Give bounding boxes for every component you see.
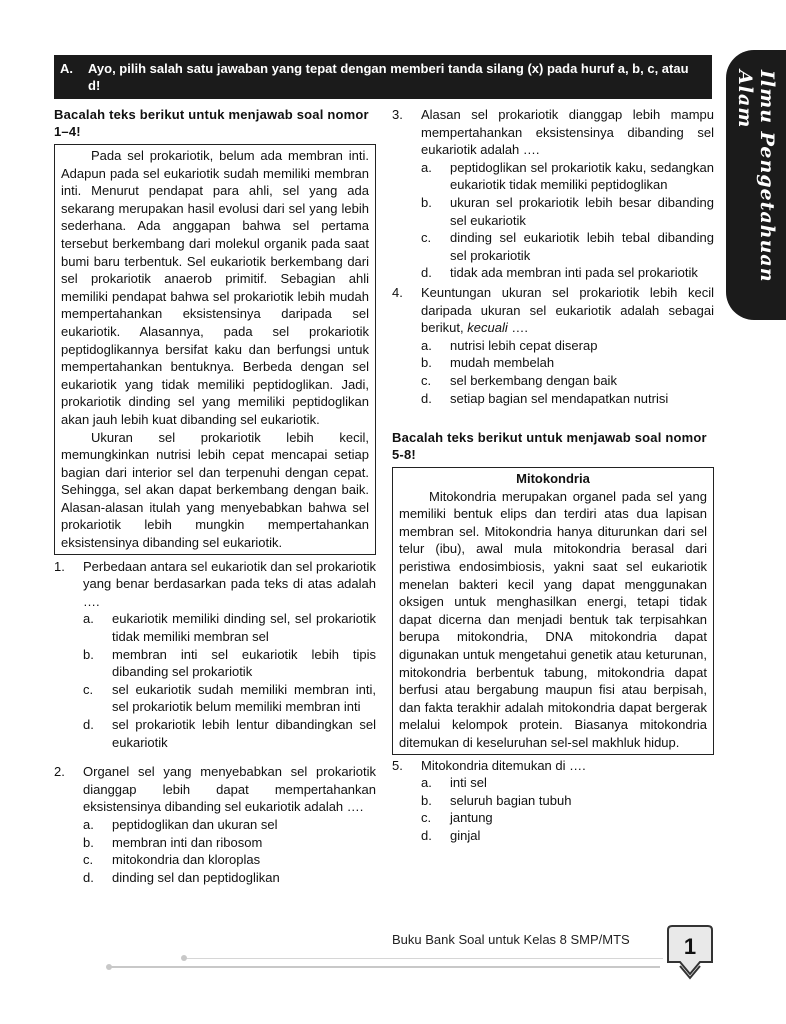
option-letter: b. (421, 792, 432, 808)
subject-side-tab (726, 50, 786, 320)
question-number: 3. (392, 107, 403, 122)
option-text: nutrisi lebih cepat diserap (450, 337, 598, 353)
question-text: Alasan sel prokariotik dianggap lebih mampu mempertahankan eksistensinya dibanding sel eukariotik adalah …. (421, 107, 714, 158)
passage-heading-2: Bacalah teks berikut untuk menjawab soal nomor 5-8! (392, 430, 707, 463)
option-letter: c. (421, 810, 432, 826)
option-text: membran inti dan ribosom (112, 834, 263, 850)
option-text: peptidoglikan sel prokariotik kaku, sedangkan eukariotik tidak memiliki peptidoglikan (450, 159, 714, 193)
option-b[interactable] (421, 354, 714, 372)
option-a[interactable] (421, 159, 714, 194)
question-text: Organel sel yang menyebabkan sel prokariotik dianggap lebih dapat mempertahankan eksistensinya dibanding sel eukariotik adalah …. (83, 764, 376, 815)
question-number: 5. (392, 757, 403, 773)
option-letter: b. (421, 355, 432, 371)
option-b[interactable] (421, 792, 714, 810)
question-3 (392, 106, 714, 282)
option-d[interactable] (421, 827, 714, 845)
option-text: sel prokariotik lebih lentur dibandingkan sel eukariotik (112, 717, 376, 750)
option-letter: d. (421, 827, 432, 843)
option-text: sel eukariotik sudah memiliki membran inti, sel prokariotik belum memiliki membran inti (112, 681, 376, 715)
option-c[interactable] (421, 372, 714, 390)
passage-paragraph: Ukuran sel prokariotik lebih kecil, memungkinkan nutrisi lebih cepat mencapai setiap bagian dari interior sel dan terpenuhi dengan cepat. Sehingga, sel akan dapat berkembang dengan baik. Alasan-alasan itulah yang menyebabkan bahwa sel prokariotik lebih mungkin mempertahankan eksistensinya dibanding sel eukariotik. (61, 429, 369, 551)
option-a[interactable] (421, 337, 714, 355)
option-text: setiap bagian sel mendapatkan nutrisi (450, 390, 669, 406)
option-text: dinding sel dan peptidoglikan (112, 869, 280, 885)
instruction-banner (54, 55, 712, 99)
passage-paragraph: Mitokondria merupakan organel pada sel yang memiliki bentuk elips dan terdiri atas dua lapisan membran sel. Mitokondria hanya diturunkan dari sel telur (ibu), awal mula mitokondria berasal dari peristiwa endosimbiosis, yakni saat sel eukariotik menelan bakteri kecil yang dapat menggunakan oksigen untuk menghasilkan energi, tetapi tidak dapat dicerna dan menjadi bentuk tak terpisahkan berupa mitokondria, DNA mitokondria dapat digunakan untuk mengetahui genetik atau keturunan, mitokondria berbentuk tabung, mitokondria dapat berfusi atau bergabung maupun fisi atau berpisah, dan fakta terakhir adalah mitokondria dapat bergerak melalui kelompok protein. Biasanya mitokondria ditemukan di keseluruhan sel-sel makhluk hidup. (399, 488, 707, 750)
option-text: tidak ada membran inti pada sel prokariotik (450, 265, 698, 281)
book-title: Buku Bank Soal untuk Kelas 8 SMP/MTS (392, 932, 630, 947)
reading-passage-2 (392, 467, 714, 755)
option-c[interactable] (83, 851, 376, 869)
right-column (392, 106, 714, 845)
passage-paragraph: Pada sel prokariotik, belum ada membran inti. Adapun pada sel eukariotik sudah memiliki membran inti. Menurut pendapat para ahli, sel yang ada sekarang merupakan hasil evolusi dari sel yang lebih sederhana. Ada anggapan bahwa sel pertama tersebut berkembang dari molekul organik pada saat bumi baru terbentuk. Sel eukariotik berkembang dari sel prokariotik anaerob primitif. Sebagian ahli memiliki pendapat bahwa sel prokariotik lebih mudah mempertahankan eksistensinya daripada sel eukariotik. Alasannya, pada sel prokariotik peptidoglikannya bersifat kaku dan berfungsi untuk mempertahankan bentuknya. Berbeda dengan sel eukariotik yang tidak memiliki peptidoglikan. Jadi, prokariotik dinding sel yang memiliki peptidoglikan akan jauh lebih kuat dibanding sel eukariotik. (61, 148, 369, 427)
option-a[interactable] (421, 774, 714, 792)
option-letter: a. (421, 337, 432, 353)
option-text: sel berkembang dengan baik (450, 372, 617, 388)
question-5 (392, 757, 714, 845)
instruction-text: Ayo, pilih salah satu jawaban yang tepat dengan memberi tanda silang (x) pada huruf a, b, c, atau d! (88, 61, 689, 93)
footer-dot (181, 955, 187, 961)
option-letter: c. (421, 372, 432, 388)
question-2 (54, 763, 376, 886)
option-letter: b. (83, 646, 94, 662)
question-number: 4. (392, 284, 403, 300)
option-text: jantung (450, 810, 493, 826)
option-letter: a. (421, 159, 432, 175)
option-text: mitokondria dan kloroplas (112, 852, 261, 868)
question-text (421, 284, 714, 337)
question-text-emphasis: kecuali (467, 320, 508, 336)
option-a[interactable] (83, 816, 376, 834)
option-b[interactable] (421, 194, 714, 229)
option-letter: d. (421, 265, 432, 281)
passage-title: Mitokondria (516, 471, 590, 487)
option-c[interactable] (421, 229, 714, 264)
option-text: mudah membelah (450, 355, 555, 371)
section-letter: A. (60, 61, 73, 76)
option-text: peptidoglikan dan ukuran sel (112, 816, 278, 832)
option-d[interactable] (421, 264, 714, 282)
option-text: membran inti sel eukariotik lebih tipis dibanding sel prokariotik (112, 646, 376, 680)
option-letter: d. (83, 717, 94, 732)
footer-dot (106, 964, 112, 970)
passage-heading-1: Bacalah teks berikut untuk menjawab soal nomor 1–4! (54, 107, 369, 139)
option-text: ukuran sel prokariotik lebih besar dibanding sel eukariotik (450, 194, 714, 228)
question-1 (54, 558, 376, 752)
subject-label: Ilmu Pengetahuan Alam (734, 70, 778, 283)
reading-passage-1 (54, 144, 376, 555)
option-d[interactable] (83, 716, 376, 751)
left-column (54, 106, 376, 886)
question-number: 2. (54, 764, 65, 780)
question-number: 1. (54, 558, 65, 574)
option-letter: c. (421, 230, 432, 246)
option-text: seluruh bagian tubuh (450, 792, 572, 808)
footer-divider (108, 966, 660, 968)
option-text: eukariotik memiliki dinding sel, sel prokariotik tidak memiliki membran sel (112, 611, 376, 645)
option-letter: b. (83, 834, 94, 850)
option-letter: a. (421, 775, 432, 791)
option-c[interactable] (421, 809, 714, 827)
question-4 (392, 284, 714, 407)
option-text: inti sel (450, 775, 487, 791)
question-text: Perbedaan antara sel eukariotik dan sel prokariotik yang benar berdasarkan pada teks di atas adalah …. (83, 558, 376, 609)
option-letter: b. (421, 194, 432, 210)
page-number: 1 (683, 934, 697, 959)
option-b[interactable] (83, 834, 376, 852)
option-text: dinding sel eukariotik lebih tebal dibanding sel prokariotik (450, 230, 714, 263)
option-letter: c. (83, 681, 94, 697)
question-text-main: Keuntungan ukuran sel prokariotik lebih kecil daripada ukuran sel eukariotik adalah sebagai berikut, (421, 284, 714, 336)
option-letter: c. (83, 852, 94, 868)
option-text: ginjal (450, 827, 481, 843)
question-text: Mitokondria ditemukan di …. (421, 757, 586, 773)
footer-divider-upper (183, 958, 663, 959)
option-letter: a. (83, 611, 94, 627)
option-a[interactable] (83, 610, 376, 645)
option-letter: d. (83, 869, 94, 885)
option-d[interactable] (83, 869, 376, 887)
question-text-end: …. (507, 320, 528, 336)
option-c[interactable] (83, 681, 376, 716)
option-d[interactable] (421, 390, 714, 408)
option-letter: d. (421, 390, 432, 406)
option-b[interactable] (83, 646, 376, 681)
option-letter: a. (83, 816, 94, 832)
